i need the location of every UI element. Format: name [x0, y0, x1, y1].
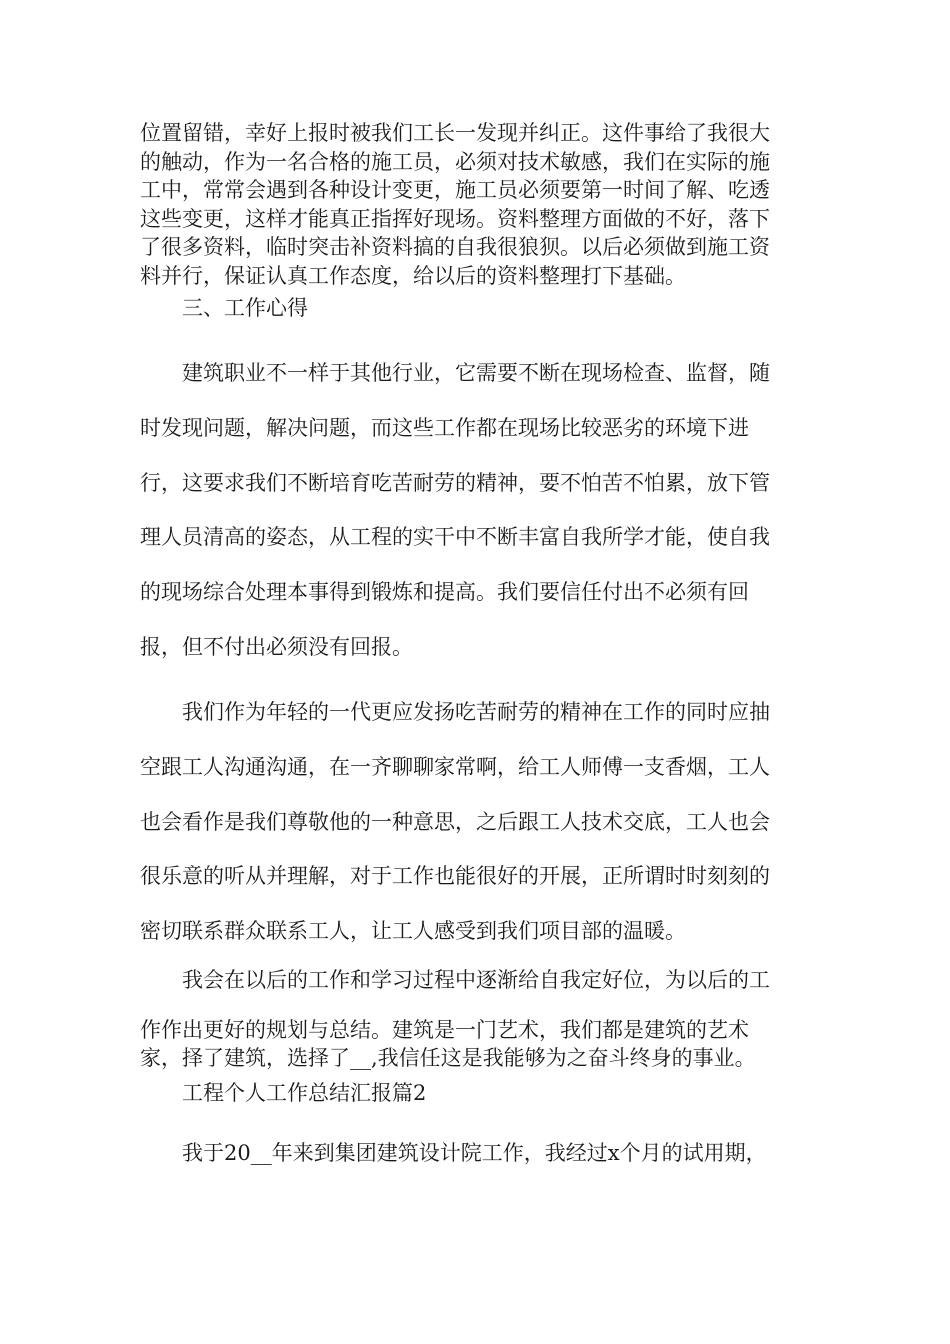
- text-line: 时发现问题，解决问题，而这些工作都在现场比较恶劣的环境下进: [140, 415, 749, 440]
- paragraph-1: [140, 119, 830, 291]
- text-line: 我们作为年轻的一代更应发扬吃苦耐劳的精神在工作的同时应抽: [182, 700, 770, 724]
- text-line: 行，这要求我们不断培育吃苦耐劳的精神，要不怕苦不怕累，放下管: [140, 470, 770, 495]
- text-line: 作作出更好的规划与总结。建筑是一门艺术，我们都是建筑的艺术: [140, 1018, 749, 1042]
- text-line: 我会在以后的工作和学习过程中逐渐给自我定好位，为以后的工: [182, 968, 770, 992]
- paragraph-4-rest: [140, 1016, 830, 1072]
- text-line: 位置留错，幸好上报时被我们工长一发现并纠正。这件事给了我很大: [140, 121, 770, 145]
- text-line: 家，择了建筑，选择了__,我信任这是我能够为之奋斗终身的事业。: [140, 1046, 756, 1070]
- text-line: 的触动，作为一名合格的施工员，必须对技术敏感，我们在实际的施: [140, 149, 770, 174]
- text-line: 料并行，保证认真工作态度，给以后的资料整理打下基础。: [140, 263, 686, 288]
- text-line: 密切联系群众联系工人，让工人感受到我们项目部的温暖。: [140, 919, 686, 944]
- paragraph-5: [140, 1138, 830, 1168]
- text-line: 建筑职业不一样于其他行业，它需要不断在现场检查、监督，随: [182, 361, 770, 385]
- text-line: 了很多资料，临时突击补资料搞的自我很狼狈。以后必须做到施工资: [140, 235, 770, 260]
- heading-text: 三、工作心得: [182, 296, 308, 320]
- paragraph-2: [140, 346, 830, 675]
- text-line: 很乐意的听从并理解，对于工作也能很好的开展，正所谓时时刻刻的: [140, 864, 770, 889]
- part-heading-2: [140, 1078, 830, 1108]
- paragraph-4-first: [140, 965, 830, 995]
- text-line: 工中，常常会遇到各种设计变更，施工员必须要第一时间了解、吃透: [140, 178, 770, 203]
- section-heading-3: [140, 293, 830, 323]
- text-line: 空跟工人沟通沟通，在一齐聊聊家常啊，给工人师傅一支香烟，工人: [140, 754, 770, 779]
- text-line: 理人员清高的姿态，从工程的实干中不断丰富自我所学才能，使自我: [140, 525, 770, 550]
- heading-text: 工程个人工作总结汇报篇2: [182, 1081, 427, 1105]
- paragraph-3: [140, 685, 830, 959]
- text-line: 我于20__年来到集团建筑设计院工作，我经过x个月的试用期，: [182, 1141, 767, 1165]
- text-line: 的现场综合处理本事得到锻炼和提高。我们要信任付出不必须有回: [140, 580, 749, 605]
- text-line: 也会看作是我们尊敬他的一种意思，之后跟工人技术交底，工人也会: [140, 809, 770, 834]
- text-line: 这些变更，这样才能真正指挥好现场。资料整理方面做的不好，落下: [140, 206, 770, 231]
- text-line: 报，但不付出必须没有回报。: [140, 634, 413, 659]
